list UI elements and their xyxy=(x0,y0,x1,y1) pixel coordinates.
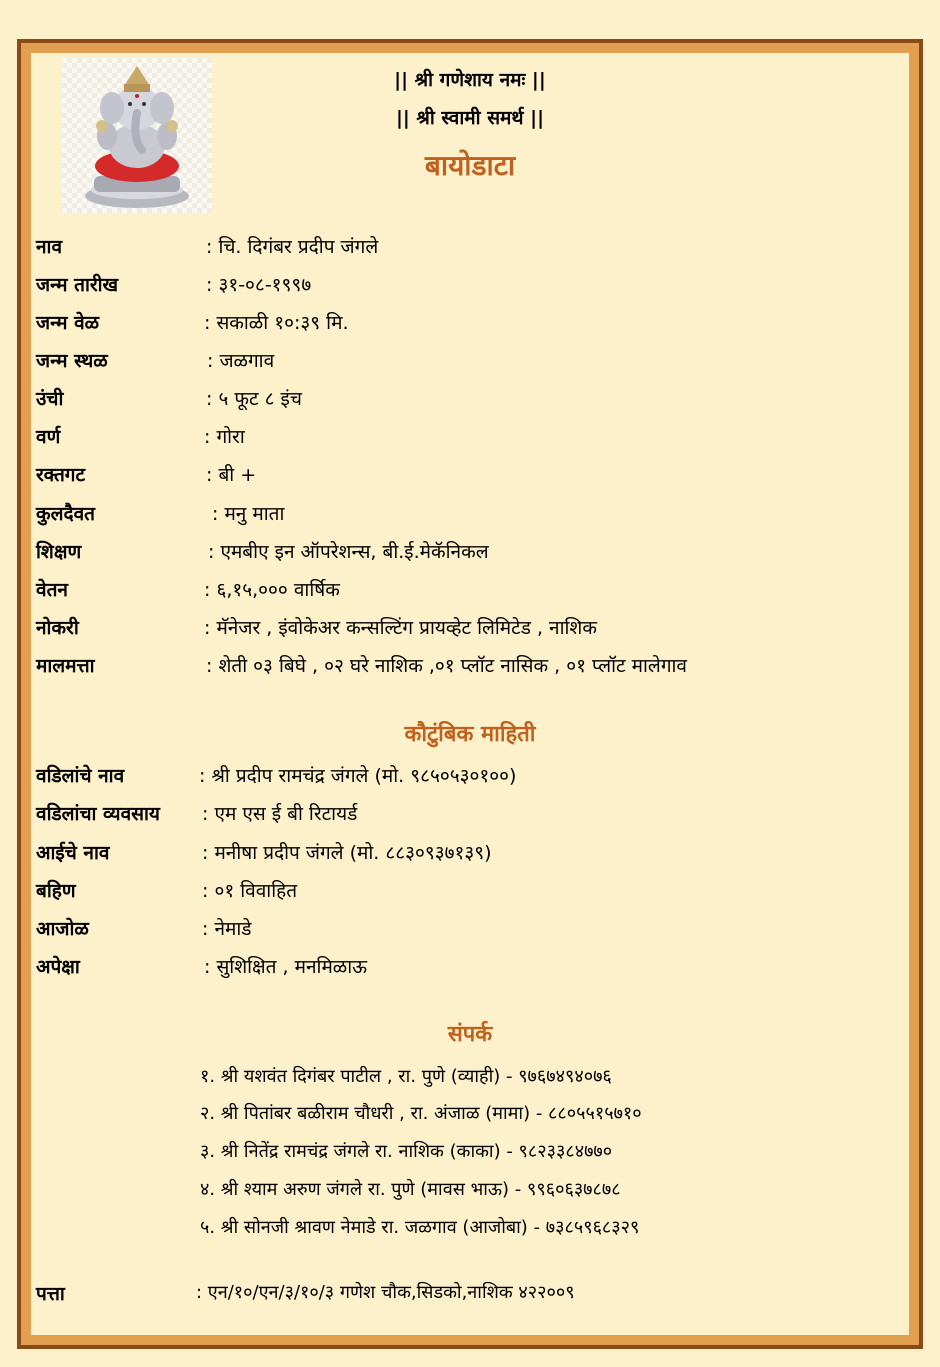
detail-label: वडिलांचा व्यवसाय xyxy=(36,803,160,825)
contact-item: २. श्री पितांबर बळीराम चौधरी , रा. अंजाळ (मामा) - ८८०५५१५७१० xyxy=(200,1103,642,1124)
address-label: पत्ता xyxy=(36,1283,65,1305)
detail-value: : बी + xyxy=(206,464,257,486)
detail-value: : एमबीए इन ऑपरेशन्स, बी.ई.मेकॅनिकल xyxy=(208,541,489,563)
detail-label: आईचे नाव xyxy=(36,842,110,864)
detail-label: अपेक्षा xyxy=(36,956,80,978)
detail-value: : सुशिक्षित , मनमिळाऊ xyxy=(204,956,368,978)
page-title: बायोडाटा xyxy=(424,149,516,182)
detail-value: : चि. दिगंबर प्रदीप जंगले xyxy=(206,236,379,258)
detail-value: : मनु माता xyxy=(212,503,285,525)
detail-label: रक्तगट xyxy=(36,464,86,486)
detail-value: : एम एस ई बी रिटायर्ड xyxy=(202,803,358,825)
invocation-line-2: || श्री स्वामी समर्थ || xyxy=(395,107,545,129)
detail-value: : नेमाडे xyxy=(202,918,252,940)
detail-label: जन्म वेळ xyxy=(36,312,100,334)
detail-value: : ३१-०८-१९९७ xyxy=(206,274,312,296)
detail-value: : ०१ विवाहित xyxy=(202,880,298,902)
contact-item: ४. श्री श्याम अरुण जंगले रा. पुणे (मावस भाऊ) - ९९६०६३७८७८ xyxy=(200,1179,621,1200)
detail-label: कुलदैवत xyxy=(36,503,95,525)
detail-value: : जळगाव xyxy=(207,350,275,372)
detail-value: : गोरा xyxy=(204,426,245,448)
detail-value: : मॅनेजर , इंवोकेअर कन्सल्टिंग प्रायव्हेट लिमिटेड , नाशिक xyxy=(204,617,597,639)
address-value: : एन/१०/एन/३/१०/३ गणेश चौक,सिडको,नाशिक ४२२००९ xyxy=(196,1282,575,1303)
detail-label: वडिलांचे नाव xyxy=(36,765,125,787)
detail-value: : श्री प्रदीप रामचंद्र जंगले (मो. ९८५०५३०१००) xyxy=(199,765,517,787)
detail-label: बहिण xyxy=(36,880,76,902)
detail-label: नोकरी xyxy=(36,617,79,639)
detail-label: वर्ण xyxy=(36,426,61,448)
detail-label: वेतन xyxy=(36,579,68,601)
contact-item: १. श्री यशवंत दिगंबर पाटील , रा. पुणे (व्याही) - ९७६७४९४०७६ xyxy=(200,1066,612,1087)
contact-section-title: संपर्क xyxy=(447,1022,493,1047)
detail-label: जन्म तारीख xyxy=(36,274,119,296)
detail-label: उंची xyxy=(36,388,64,410)
detail-label: मालमत्ता xyxy=(36,655,95,677)
contact-item: ३. श्री नितेंद्र रामचंद्र जंगले रा. नाशिक (काका) - ९८२३३८४७७० xyxy=(200,1141,613,1162)
detail-value: : ५ फूट ८ इंच xyxy=(206,388,302,410)
detail-label: नाव xyxy=(36,236,63,258)
detail-value: : शेती ०३ बिघे , ०२ घरे नाशिक ,०१ प्लॉट नासिक , ०१ प्लॉट मालेगाव xyxy=(206,655,687,677)
detail-value: : ६,१५,००० वार्षिक xyxy=(204,579,340,601)
detail-label: जन्म स्थळ xyxy=(36,350,108,372)
detail-value: : सकाळी १०:३९ मि. xyxy=(204,312,349,334)
detail-label: आजोळ xyxy=(36,918,89,940)
detail-value: : मनीषा प्रदीप जंगले (मो. ८८३०९३७१३९) xyxy=(202,842,492,864)
invocation-line-1: || श्री गणेशाय नमः || xyxy=(394,69,546,91)
family-section-title: कौटुंबिक माहिती xyxy=(404,722,536,747)
contact-item: ५. श्री सोनजी श्रावण नेमाडे रा. जळगाव (आजोबा) - ७३८५९६८३२९ xyxy=(200,1217,640,1238)
detail-label: शिक्षण xyxy=(36,541,82,563)
